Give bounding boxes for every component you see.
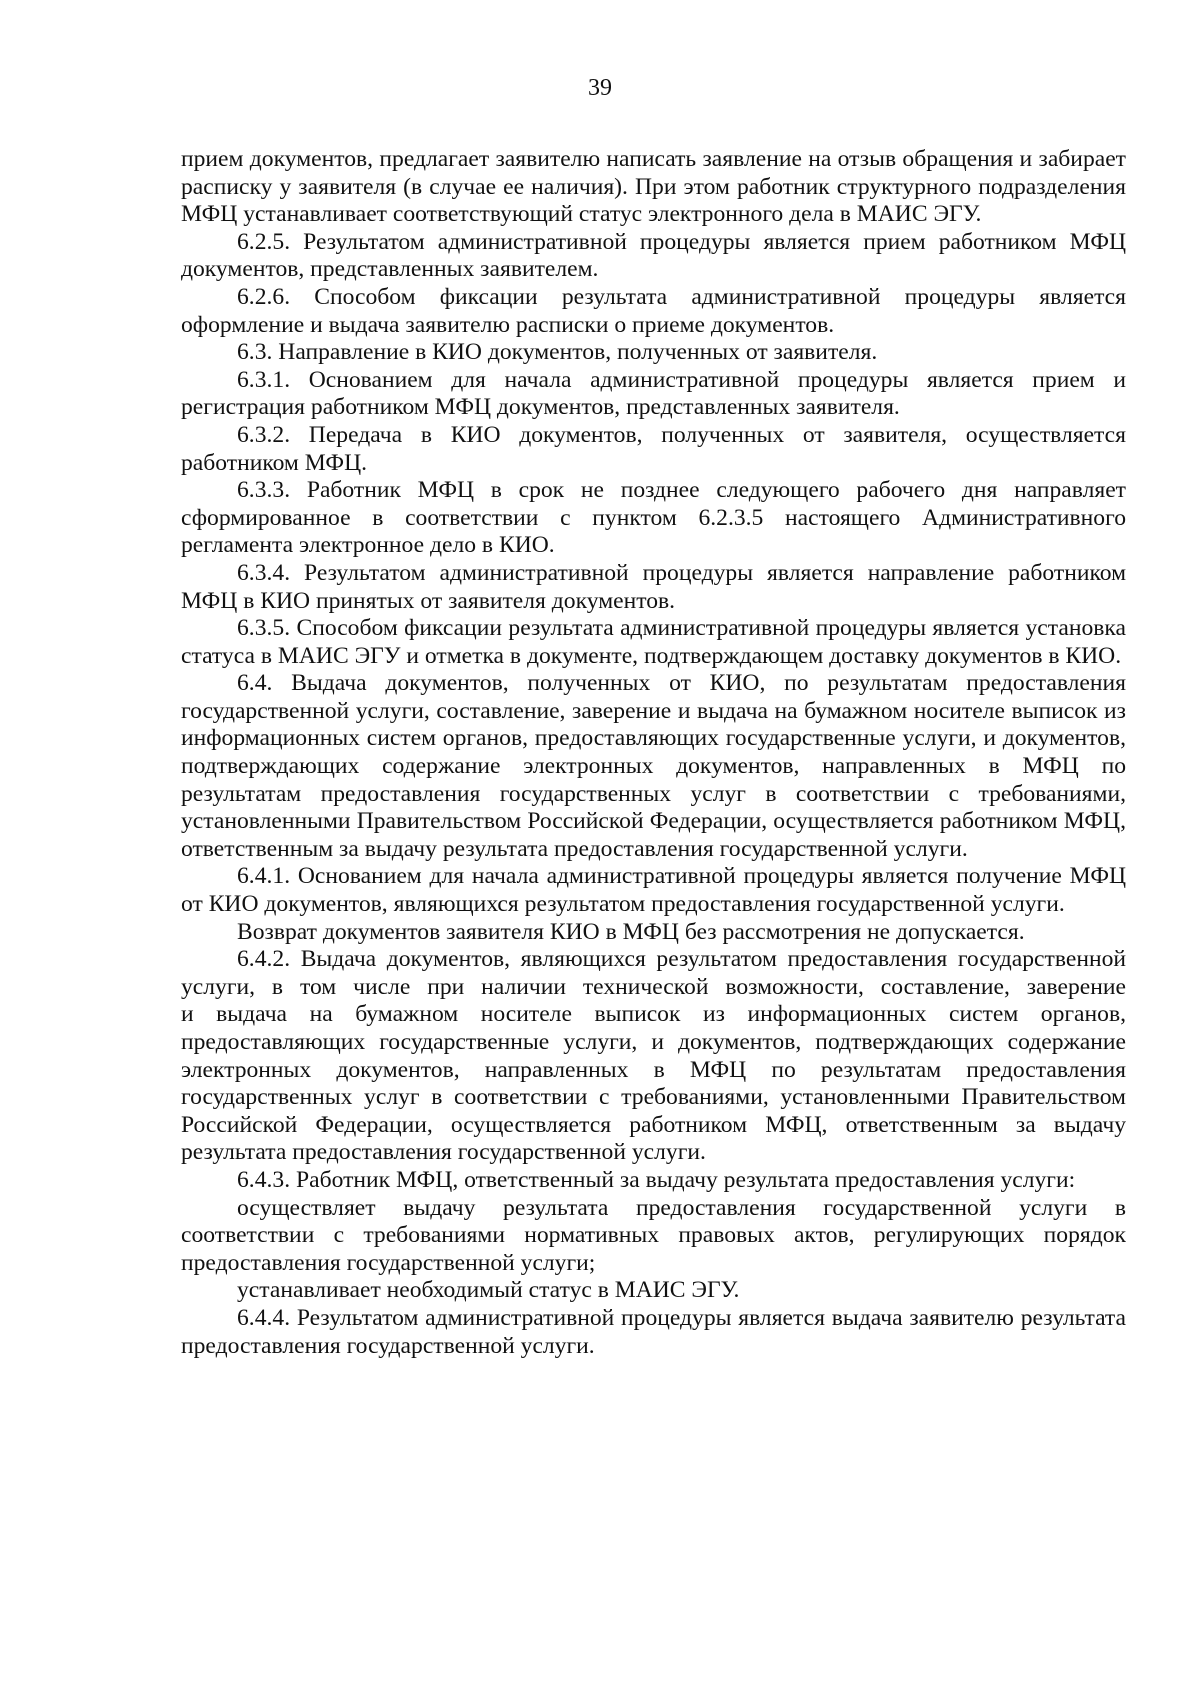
paragraph: 6.2.5. Результатом административной процедуры является прием работником МФЦ документов, представленных заявителем.: [181, 228, 1126, 283]
page-number: 39: [588, 75, 612, 101]
paragraph: 6.4.3. Работник МФЦ, ответственный за выдачу результата предоставления услуги:: [237, 1166, 1076, 1193]
paragraph: 6.3.5. Способом фиксации результата административной процедуры является установка статуса в МАИС ЭГУ и отметка в документе, подтверждающем доставку документов в КИО.: [181, 615, 1126, 669]
paragraph: 6.3.2. Передача в КИО документов, полученных от заявителя, осуществляется работником МФЦ.: [181, 421, 1126, 476]
paragraph: 6.4.1. Основанием для начала административной процедуры является получение МФЦ от КИО документов, являющихся результатом предоставления государственной услуги.: [181, 863, 1126, 918]
paragraph: 6.4.2. Выдача документов, являющихся результатом предоставления государственной услуги, в том числе при наличии технической возможности, составление, заверение: [181, 946, 1126, 1000]
paragraph: 6.3.3. Работник МФЦ в срок не позднее следующего рабочего дня направляет сформированное в соответствии с пунктом 6.2.3.5 настоящего Административного регламента электронное дело в КИО.: [181, 477, 1126, 559]
paragraph: прием документов, предлагает заявителю написать заявление на отзыв обращения и забирает расписку у заявителя (в случае ее наличия). При этом работник структурного подразделения МФЦ устанавливает соответствующий статус электронного дела в МАИС ЭГУ.: [181, 146, 1126, 228]
paragraph: 6.3.4. Результатом административной процедуры является направление работником МФЦ в КИО принятых от заявителя документов.: [181, 559, 1126, 614]
document-body: [181, 146, 1126, 1360]
section-heading: 6.4. Выдача документов, полученных от КИО, по результатам предоставления государственной услуги, составление, заверение и выдача на бумажном носителе выписок из информационных систем органов, предоставляющих государственные услуги, и документов, подтверждающих содержание электронных документов, направленных в МФЦ по результатам предоставления государственных услуг в соответствии с требованиями, установленными Правительством Российской Федерации, осуществляется работником МФЦ, ответственным за выдачу результата предоставления государственной услуги.: [181, 670, 1126, 862]
section-heading: 6.3. Направление в КИО документов, полученных от заявителя.: [237, 339, 878, 366]
paragraph: 6.2.6. Способом фиксации результата административной процедуры является оформление и выдача заявителю расписки о приеме документов.: [181, 283, 1126, 338]
paragraph: 6.4.4. Результатом административной процедуры является выдача заявителю результата предоставления государственной услуги.: [181, 1304, 1126, 1359]
paragraph: 6.3.1. Основанием для начала административной процедуры является прием и регистрация работником МФЦ документов, представленных заявителя.: [181, 366, 1126, 421]
paragraph: осуществляет выдачу результата предоставления государственной услуги в соответствии с требованиями нормативных правовых актов, регулирующих порядок предоставления государственной услуги;: [181, 1194, 1126, 1276]
paragraph: устанавливает необходимый статус в МАИС ЭГУ.: [237, 1277, 740, 1304]
paragraph: и выдача на бумажном носителе выписок из информационных систем органов, предоставляющих государственные услуги, и документов, подтверждающих содержание электронных документов, направленных в МФЦ по результатам предоставления государственных услуг в соответствии с требованиями, установленными Правительством Российской Федерации, осуществляется работником МФЦ, ответственным за выдачу результата предоставления государственной услуги.: [181, 1001, 1126, 1166]
paragraph: Возврат документов заявителя КИО в МФЦ без рассмотрения не допускается.: [237, 918, 1025, 945]
